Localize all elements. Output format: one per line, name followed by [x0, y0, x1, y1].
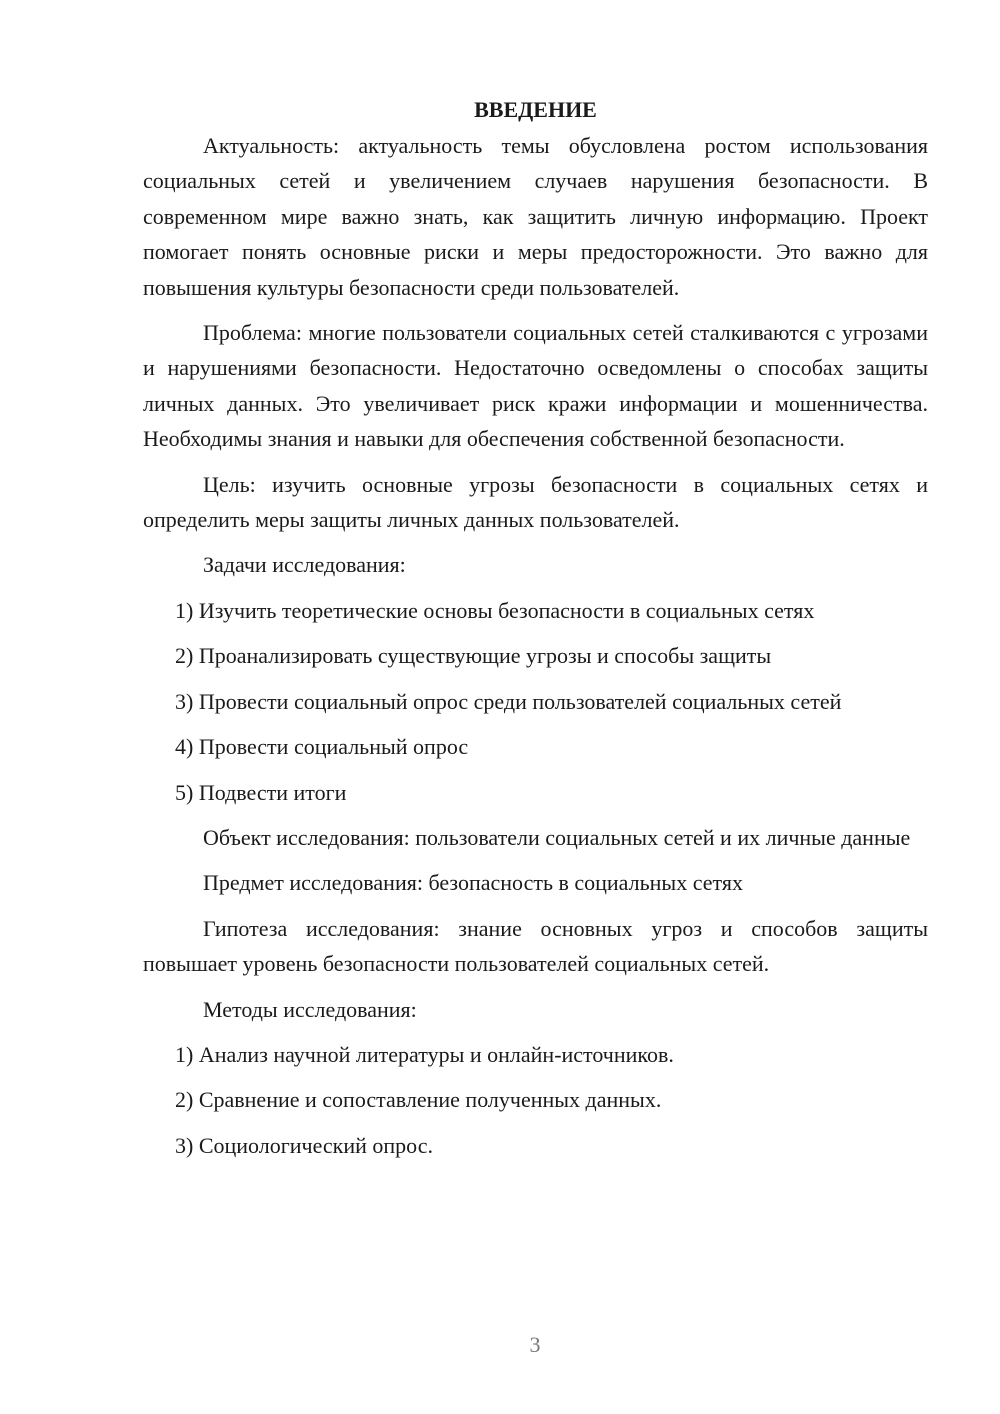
task-item: 1) Изучить теоретические основы безопасности в социальных сетях [175, 597, 815, 623]
object-paragraph: Объект исследования: пользователи социальных сетей и их личные данные [203, 824, 911, 850]
task-item: 4) Провести социальный опрос [175, 734, 469, 760]
subject-paragraph: Предмет исследования: безопасность в социальных сетях [203, 870, 743, 896]
goal-paragraph: Цель: изучить основные угрозы безопасности в социальных сетях и определить меры защиты личных данных пользователей. [143, 471, 928, 533]
methods-title: Методы исследования: [203, 996, 417, 1022]
section-heading: ВВЕДЕНИЕ [474, 97, 597, 122]
method-item: 2) Сравнение и сопоставление полученных данных. [175, 1087, 662, 1113]
page-number: 3 [529, 1332, 541, 1357]
method-item: 3) Социологический опрос. [175, 1132, 433, 1158]
task-item: 5) Подвести итоги [175, 779, 347, 805]
task-item: 2) Проанализировать существующие угрозы и способы защиты [175, 643, 772, 669]
tasks-title: Задачи исследования: [203, 552, 406, 578]
problem-paragraph: Проблема: многие пользователи социальных сетей сталкиваются с угрозами и нарушениями безопасности. Недостаточно осведомлены о способах защиты личных данных. Это увеличивает риск кражи информации и мошенничества. Необходимы знания и навыки для обеспечения собственной безопасности. [143, 320, 928, 452]
hypothesis-paragraph: Гипотеза исследования: знание основных угроз и способов защиты повышает уровень безопасности пользователей социальных сетей. [143, 915, 928, 977]
method-item: 1) Анализ научной литературы и онлайн-источников. [175, 1041, 674, 1067]
relevance-paragraph: Актуальность: актуальность темы обусловлена ростом использования социальных сетей и увеличением случаев нарушения безопасности. В современном мире важно знать, как защитить личную информацию. Проект помогает понять основные риски и меры предосторожности. Это важно для повышения культуры безопасности среди пользователей. [143, 133, 928, 300]
document-page [143, 92, 928, 1163]
task-item: 3) Провести социальный опрос среди пользователей социальных сетей [175, 688, 842, 714]
